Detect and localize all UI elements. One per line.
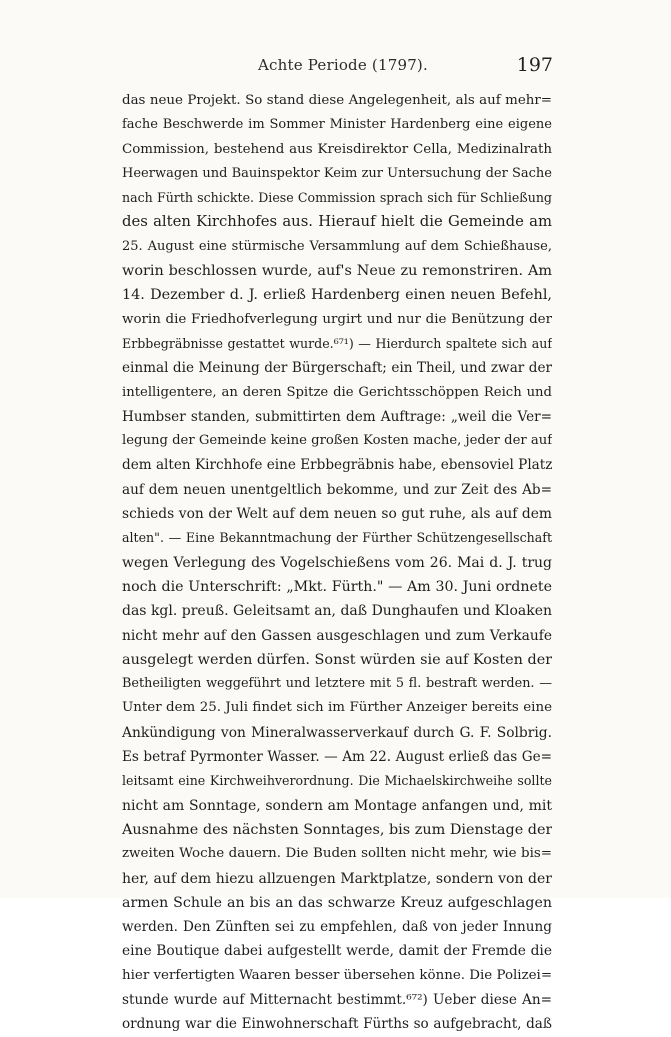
text-line: worin beschlossen wurde, auf's Neue zu remonstriren. Am [122,263,552,280]
text-line: Unter dem 25. Juli findet sich im Fürther Anzeiger bereits eine [122,700,552,716]
text-line: Erbbegräbnisse gestattet wurde.⁶⁷¹) — Hierdurch spaltete sich auf [122,335,552,351]
text-line: alten". — Eine Bekanntmachung der Fürther Schützengesellschaft [122,530,552,546]
text-line: leitsamt eine Kirchweihverordnung. Die Michaelskirchweihe sollte [122,773,552,789]
text-line: wegen Verlegung des Vogelschießens vom 26. Mai d. J. trug [122,554,552,571]
text-line: nicht mehr auf den Gassen ausgeschlagen und zum Verkaufe [122,627,552,644]
text-line: das kgl. preuß. Geleitsamt an, daß Dunghaufen und Kloaken [122,603,552,620]
running-title: Achte Periode (1797). [258,56,428,74]
text-line: ordnung war die Einwohnerschaft Fürths so aufgebracht, daß [122,1016,552,1033]
text-line: einmal die Meinung der Bürgerschaft; ein Theil, und zwar der [122,360,552,377]
text-line: stunde wurde auf Mitternacht bestimmt.⁶⁷²) Ueber diese An= [122,991,552,1008]
text-line: das neue Projekt. So stand diese Angelegenheit, als auf mehr= [122,93,552,108]
text-line: werden. Den Zünften sei zu empfehlen, daß von jeder Innung [122,919,552,936]
text-line: Heerwagen und Bauinspektor Keim zur Untersuchung der Sache [122,165,552,181]
text-line: Es betraf Pyrmonter Wasser. — Am 22. August erließ das Ge= [122,749,552,766]
text-line: eine Boutique dabei aufgestellt werde, damit der Fremde die [122,943,552,960]
text-line: des alten Kirchhofes aus. Hierauf hielt die Gemeinde am [122,213,552,231]
text-line: Humbser standen, submittirten dem Auftrage: „weil die Ver= [122,408,552,425]
text-line: ausgelegt werden dürfen. Sonst würden sie auf Kosten der [122,651,552,668]
text-line: fache Beschwerde im Sommer Minister Hardenberg eine eigene [122,117,552,133]
text-line: dem alten Kirchhofe eine Erbbegräbnis habe, ebensoviel Platz [122,457,552,474]
text-line: worin die Friedhofverlegung urgirt und nur die Benützung der [122,311,552,327]
text-line: nach Fürth schickte. Diese Commission sprach sich für Schließung [122,190,552,206]
text-line: Betheiligten weggeführt und letztere mit 5 fl. bestraft werden. — [122,676,552,692]
text-line: armen Schule an bis an das schwarze Kreuz aufgeschlagen [122,894,552,911]
text-line: zweiten Woche dauern. Die Buden sollten nicht mehr, wie bis= [122,846,552,862]
text-line: hier verfertigten Waaren besser übersehen könne. Die Polizei= [122,967,552,983]
text-line: intelligentere, an deren Spitze die Gerichtsschöppen Reich und [122,384,552,400]
text-line: Ankündigung von Mineralwasserverkauf durch G. F. Solbrig. [122,724,552,741]
text-line: nicht am Sonntage, sondern am Montage anfangen und, mit [122,797,552,814]
body-text [122,89,552,1037]
text-line: auf dem neuen unentgeltlich bekomme, und zur Zeit des Ab= [122,481,552,498]
text-line: noch die Unterschrift: „Mkt. Fürth." — Am 30. Juni ordnete [122,578,552,595]
page-header [0,56,671,80]
text-line: Ausnahme des nächsten Sonntages, bis zum Dienstage der [122,821,552,838]
text-line: 25. August eine stürmische Versammlung auf dem Schießhause, [122,238,552,254]
page-number: 197 [516,54,553,76]
text-line: schieds von der Welt auf dem neuen so gut ruhe, als auf dem [122,506,552,523]
text-line: Commission, bestehend aus Kreisdirektor Cella, Medizinalrath [122,141,552,157]
text-line: 14. Dezember d. J. erließ Hardenberg einen neuen Befehl, [122,287,552,304]
text-line: her, auf dem hiezu allzuengen Marktplatze, sondern von der [122,870,552,887]
text-line: legung der Gemeinde keine großen Kosten mache, jeder der auf [122,433,552,449]
